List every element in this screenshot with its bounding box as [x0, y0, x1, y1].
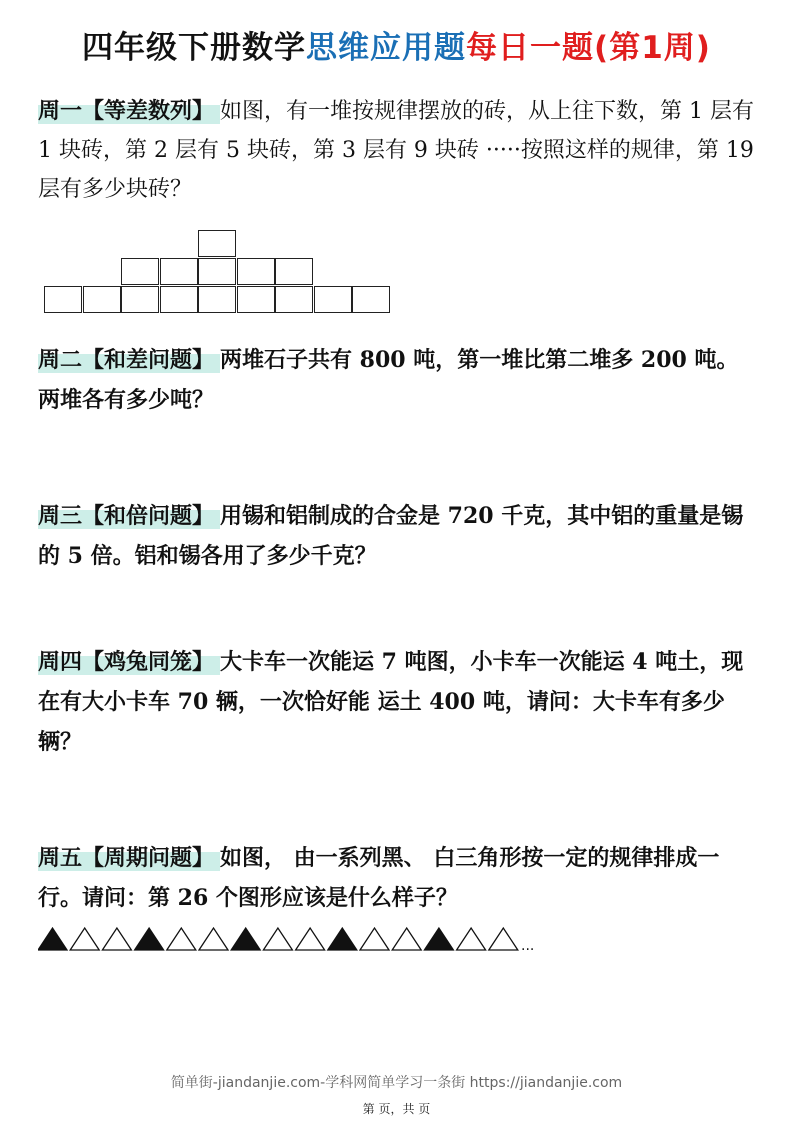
question-tag: 周三【和倍问题】: [38, 503, 220, 529]
question-text: 用锡和铝制成的合金是 720 千克，其中铝的重量是锡的 5 倍。铝和锡各用了多少千克？: [38, 503, 744, 569]
question-text: 大卡车一次能运 7 吨图，小卡车一次能运 4 吨土，现在有大小卡车 70 辆，一次恰好能 运土 400 吨，请问：大卡车有多少辆？: [38, 649, 744, 755]
brick: [121, 258, 159, 285]
question-tag: 周五【周期问题】: [38, 845, 220, 871]
question-tuesday: [38, 340, 760, 420]
brick: [198, 258, 236, 285]
white-triangle: [70, 928, 99, 950]
question-tag: 周四【鸡兔同笼】: [38, 649, 220, 675]
brick: [275, 258, 313, 285]
black-triangle: [135, 928, 164, 950]
brick: [121, 286, 159, 313]
white-triangle: [102, 928, 131, 950]
brick: [237, 286, 275, 313]
white-triangle: [296, 928, 325, 950]
white-triangle: [360, 928, 389, 950]
question-text: 如图， 由一系列黑、 白三角形按一定的规律排成一行。请问：第 26 个图形应该是什么样子？: [38, 845, 720, 911]
brick: [160, 258, 198, 285]
white-triangle: [167, 928, 196, 950]
white-triangle: [199, 928, 228, 950]
black-triangle: [38, 928, 67, 950]
brick: [314, 286, 352, 313]
footer-site: 简单街-jiandanjie.com-学科网简单学习一条街 https://jiandanjie.com: [170, 1075, 623, 1091]
question-tag: 周一【等差数列】: [38, 98, 220, 124]
question-wednesday: [38, 496, 760, 576]
black-triangle: [328, 928, 357, 950]
white-triangle: [489, 928, 518, 950]
question-tag: 周二【和差问题】: [38, 347, 220, 373]
title-part-topic: 思维应用题: [306, 30, 467, 66]
brick: [352, 286, 390, 313]
brick: [275, 286, 313, 313]
question-friday: [38, 838, 760, 918]
title-part-daily: 每日一题(第1周): [466, 30, 711, 66]
brick: [237, 258, 275, 285]
black-triangle: [424, 928, 453, 950]
triangle-sequence-svg: [38, 926, 558, 954]
brick: [160, 286, 198, 313]
brick-pile-figure: [44, 230, 396, 316]
black-triangle: [231, 928, 260, 950]
white-triangle: [263, 928, 292, 950]
question-thursday: [38, 642, 760, 762]
white-triangle: [457, 928, 486, 950]
white-triangle: [392, 928, 421, 950]
footer-page-number: 第 页，共 页: [362, 1102, 431, 1116]
page-title: [0, 22, 793, 67]
triangle-ellipsis: ...: [521, 938, 535, 954]
brick: [44, 286, 82, 313]
brick: [83, 286, 121, 313]
question-monday: [38, 92, 760, 209]
triangle-sequence-figure: [38, 926, 558, 954]
brick: [198, 286, 236, 313]
brick: [198, 230, 236, 257]
title-part-grade: 四年级下册数学: [82, 30, 307, 66]
question-text: 两堆石子共有 800 吨，第一堆比第二堆多 200 吨。两堆各有多少吨？: [38, 347, 739, 413]
question-text: 如图，有一堆按规律摆放的砖，从上往下数，第 1 层有 1 块砖，第 2 层有 5 块砖，第 3 层有 9 块砖 ·····按照这样的规律，第 19 层有多少块砖？: [38, 99, 755, 202]
